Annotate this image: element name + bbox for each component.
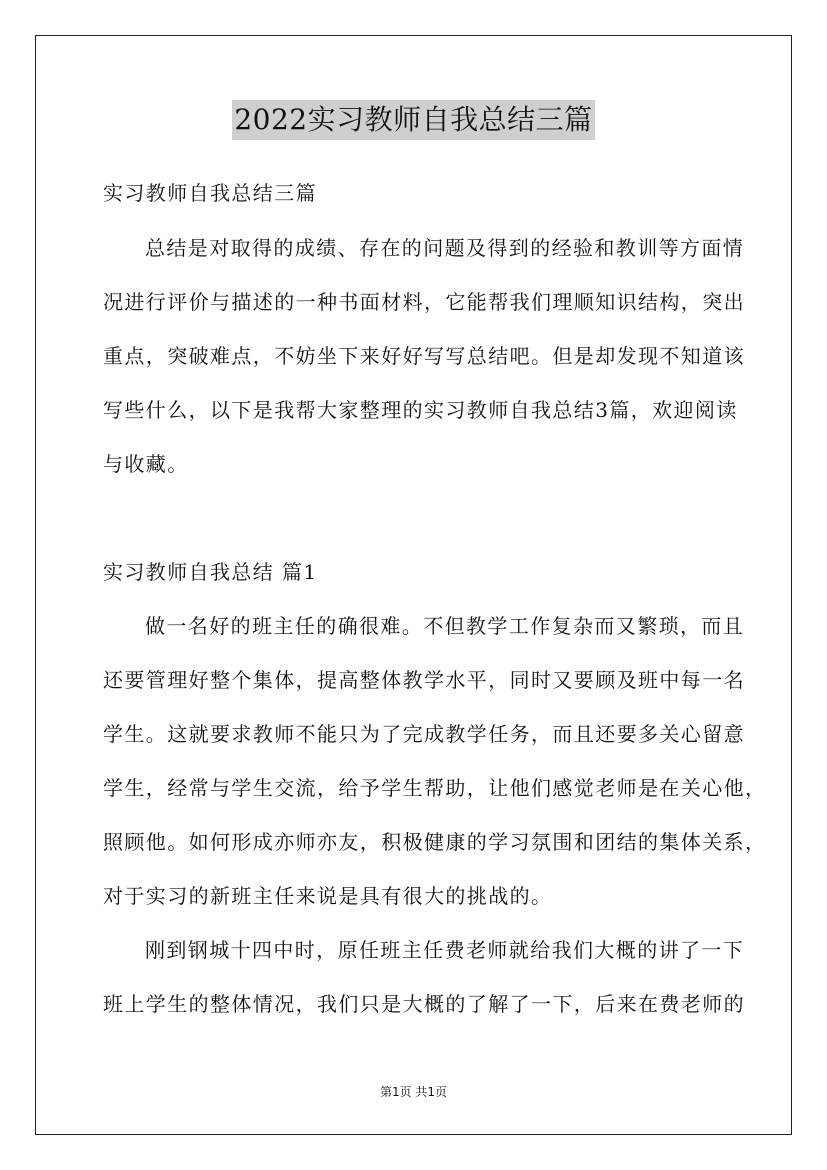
paragraph-line: 学生。这就要求教师不能只为了完成教学任务，而且还要多关心留意 [103, 722, 745, 746]
intro-line: 与收藏。 [103, 452, 189, 476]
intro-line: 写些什么，以下是我帮大家整理的实习教师自我总结3篇，欢迎阅读 [103, 398, 738, 422]
page-footer: 第1页 共1页 [379, 1085, 448, 1099]
intro-line: 况进行评价与描述的一种书面材料，它能帮我们理顺知识结构，突出 [103, 290, 745, 314]
title-container [0, 100, 827, 140]
intro-line: 总结是对取得的成绩、存在的问题及得到的经验和教训等方面情 [145, 236, 745, 260]
document-title: 2022实习教师自我总结三篇 [232, 100, 594, 140]
paragraph-line: 对于实习的新班主任来说是具有很大的挑战的。 [103, 884, 553, 908]
paragraph-line: 班上学生的整体情况，我们只是大概的了解了一下，后来在费老师的 [103, 992, 745, 1016]
paragraph-line: 刚到钢城十四中时，原任班主任费老师就给我们大概的讲了一下 [145, 938, 745, 962]
subtitle: 实习教师自我总结三篇 [103, 181, 317, 205]
paragraph-line: 做一名好的班主任的确很难。不但教学工作复杂而又繁琐，而且 [145, 614, 745, 638]
paragraph-line: 照顾他。如何形成亦师亦友，积极健康的学习氛围和团结的集体关系， [103, 830, 767, 854]
paragraph-line: 学生，经常与学生交流，给予学生帮助，让他们感觉老师是在关心他， [103, 776, 767, 800]
paragraph-line: 还要管理好整个集体，提高整体教学水平，同时又要顾及班中每一名 [103, 668, 745, 692]
intro-line: 重点，突破难点，不妨坐下来好好写写总结吧。但是却发现不知道该 [103, 344, 745, 368]
section-heading: 实习教师自我总结 篇1 [103, 560, 318, 584]
